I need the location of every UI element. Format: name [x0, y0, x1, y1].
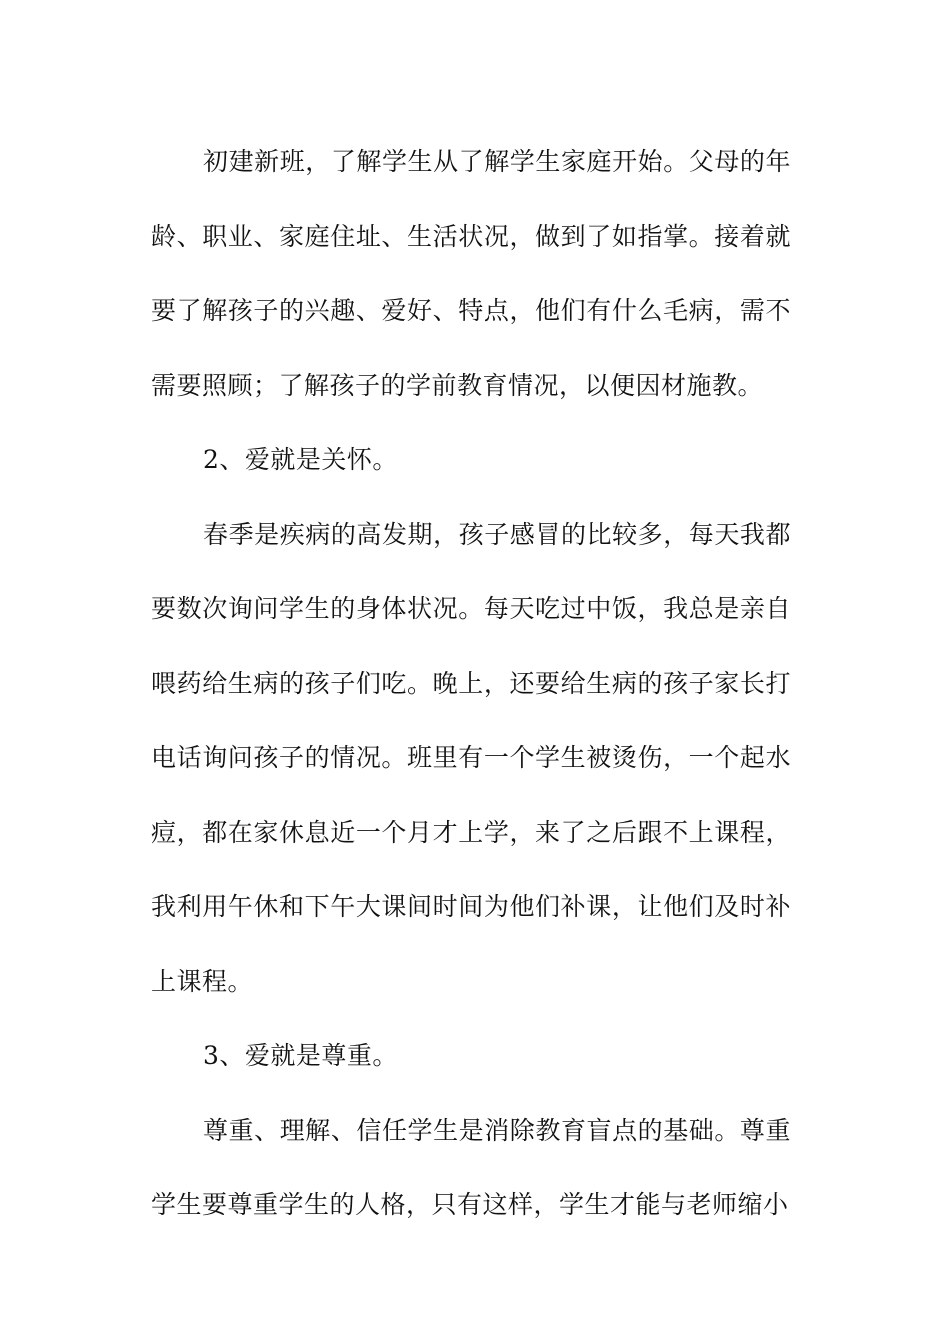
paragraph-respect-students: 尊重、理解、信任学生是消除教育盲点的基础。尊重学生要尊重学生的人格，只有这样，学生才能与老师缩小: [151, 1115, 791, 1219]
paragraph-spring-illness: 春季是疾病的高发期，孩子感冒的比较多，每天我都要数次询问学生的身体状况。每天吃过中饭，我总是亲自喂药给生病的孩子们吃。晚上，还要给生病的孩子家长打电话询问孩子的情况。班里有一个学生被烫伤，一个起水痘，都在家休息近一个月才上学，来了之后跟不上课程，我利用午休和下午大课间时间为他们补课，让他们及时补上课程。: [151, 519, 791, 996]
document-body: [151, 125, 791, 1243]
heading-love-is-respect: 3、爱就是尊重。: [203, 1041, 398, 1070]
heading-love-is-care: 2、爱就是关怀。: [203, 445, 398, 474]
paragraph-understanding-students: 初建新班，了解学生从了解学生家庭开始。父母的年龄、职业、家庭住址、生活状况，做到了如指掌。接着就要了解孩子的兴趣、爱好、特点，他们有什么毛病，需不需要照顾；了解孩子的学前教育情况，以便因材施教。: [151, 147, 791, 400]
